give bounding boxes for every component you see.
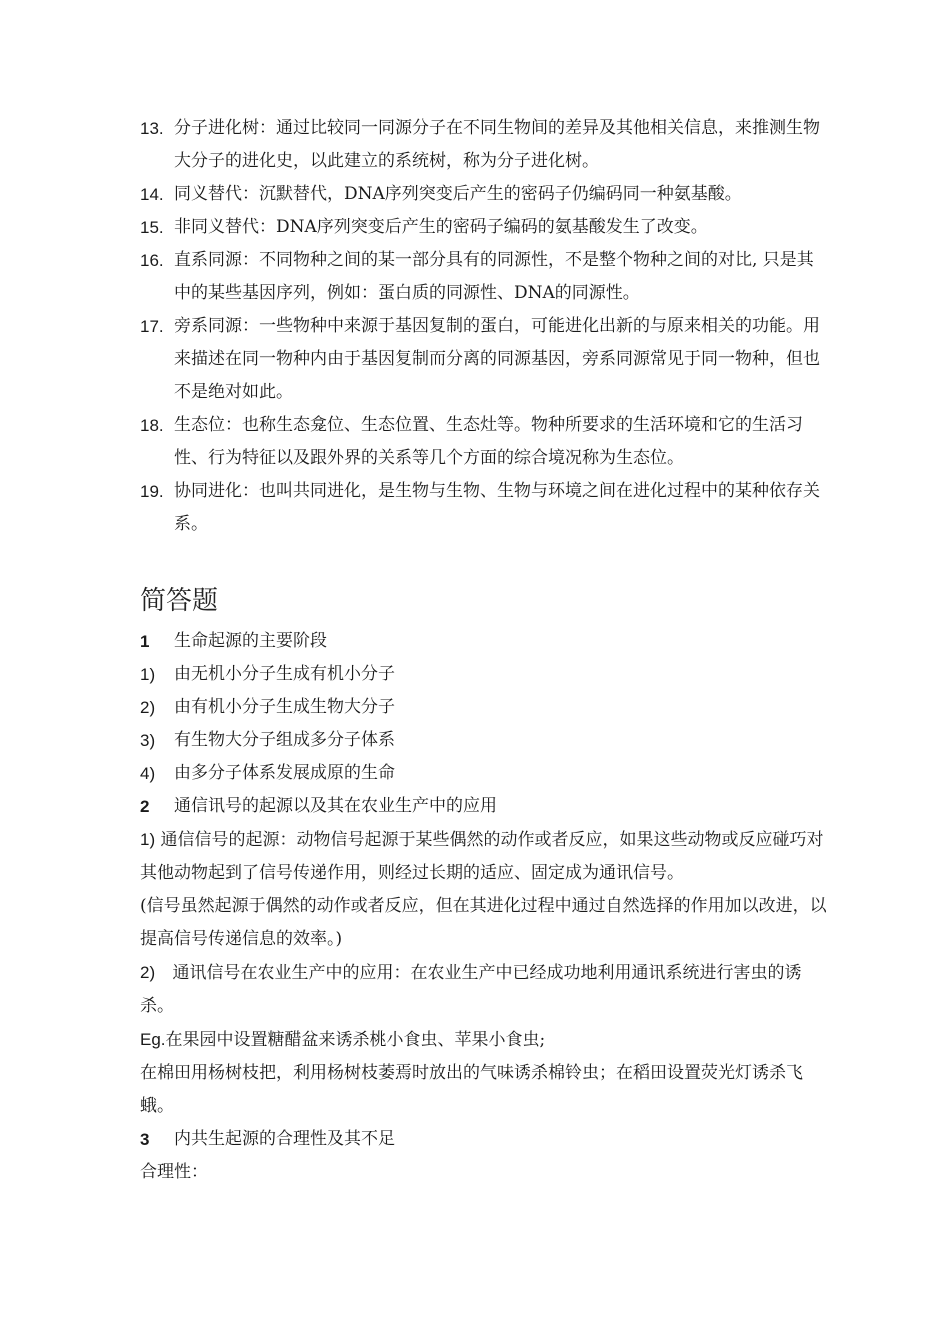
item-text: 由无机小分子生成有机小分子: [174, 664, 395, 684]
section-heading: 简答题: [140, 586, 219, 616]
definition-item: [140, 310, 830, 409]
paragraph: [140, 1023, 830, 1057]
question-number: 3: [140, 1130, 150, 1149]
paragraph-lead: 1): [140, 830, 156, 849]
definition-number: 16.: [140, 251, 164, 270]
item-number: 2): [140, 698, 156, 717]
definition-text: 协同进化：也叫共同进化，是生物与生物、生物与环境之间在进化过程中的某种依存关系。: [174, 481, 820, 534]
list-item: [140, 757, 830, 790]
paragraph: (信号虽然起源于偶然的动作或者反应，但在其进化过程中通过自然选择的作用加以改进，以提高信号传递信息的效率。): [140, 896, 827, 949]
question-title: 内共生起源的合理性及其不足: [174, 1129, 395, 1149]
paragraph-text: 通信信号的起源：动物信号起源于某些偶然的动作或者反应，如果这些动物或反应碰巧对其他动物起到了信号传递作用，则经过长期的适应、固定成为通讯信号。: [140, 830, 824, 883]
list-item: [140, 724, 830, 757]
item-number: 1): [140, 665, 156, 684]
item-number: 4): [140, 764, 156, 783]
definition-text: 旁系同源：一些物种中来源于基因复制的蛋白，可能进化出新的与原来相关的功能。用来描述在同一物种内由于基因复制而分离的同源基因，旁系同源常见于同一物种，但也不是绝对如此。: [174, 316, 820, 402]
question-3-heading: [140, 1123, 830, 1156]
document-body: [140, 112, 830, 1189]
item-text: 由有机小分子生成生物大分子: [174, 697, 395, 717]
list-item: [140, 691, 830, 724]
item-text: 有生物大分子组成多分子体系: [174, 730, 395, 750]
paragraph-text: 在果园中设置糖醋盆来诱杀桃小食虫、苹果小食虫;: [165, 1030, 546, 1050]
definition-number: 14.: [140, 185, 164, 204]
question-1-heading: [140, 625, 830, 658]
paragraph: 合理性：: [140, 1162, 208, 1182]
question-title: 通信讯号的起源以及其在农业生产中的应用: [174, 796, 497, 816]
list-item: [140, 658, 830, 691]
definition-item: [140, 211, 830, 244]
item-number: 3): [140, 731, 156, 750]
item-text: 由多分子体系发展成原的生命: [174, 763, 395, 783]
question-number: 1: [140, 632, 150, 651]
definition-number: 19.: [140, 482, 164, 501]
paragraph-text: 通讯信号在农业生产中的应用：在农业生产中已经成功地利用通讯系统进行害虫的诱杀。: [140, 963, 802, 1016]
question-number: 2: [140, 797, 150, 816]
definition-item: [140, 475, 830, 541]
definition-text: 非同义替代：DNA序列突变后产生的密码子编码的氨基酸发生了改变。: [174, 217, 708, 237]
paragraph: 在棉田用杨树枝把，利用杨树枝萎焉时放出的气味诱杀棉铃虫；在稻田设置荧光灯诱杀飞蛾。: [140, 1063, 803, 1116]
definition-number: 13.: [140, 119, 164, 138]
definition-number: 18.: [140, 416, 164, 435]
definition-number: 17.: [140, 317, 164, 336]
definition-text: 分子进化树：通过比较同一同源分子在不同生物间的差异及其他相关信息，来推测生物大分子的进化史，以此建立的系统树，称为分子进化树。: [174, 118, 820, 171]
definition-list: [140, 112, 830, 541]
paragraph: [140, 956, 830, 1023]
definition-text: 同义替代：沉默替代，DNA序列突变后产生的密码子仍编码同一种氨基酸。: [174, 184, 742, 204]
definition-text: 直系同源：不同物种之间的某一部分具有的同源性，不是整个物种之间的对比, 只是其中的某些基因序列，例如：蛋白质的同源性、DNA的同源性。: [174, 250, 814, 303]
question-title: 生命起源的主要阶段: [174, 631, 327, 651]
definition-number: 15.: [140, 218, 164, 237]
question-2-heading: [140, 790, 830, 823]
definition-item: [140, 409, 830, 475]
paragraph: [140, 823, 830, 890]
definition-item: [140, 178, 830, 211]
paragraph-lead: Eg.: [140, 1030, 166, 1049]
paragraph-lead: 2): [140, 963, 156, 982]
definition-item: [140, 112, 830, 178]
definition-text: 生态位：也称生态龛位、生态位置、生态灶等。物种所要求的生活环境和它的生活习性、行为特征以及跟外界的关系等几个方面的综合境况称为生态位。: [174, 415, 803, 468]
definition-item: [140, 244, 830, 310]
